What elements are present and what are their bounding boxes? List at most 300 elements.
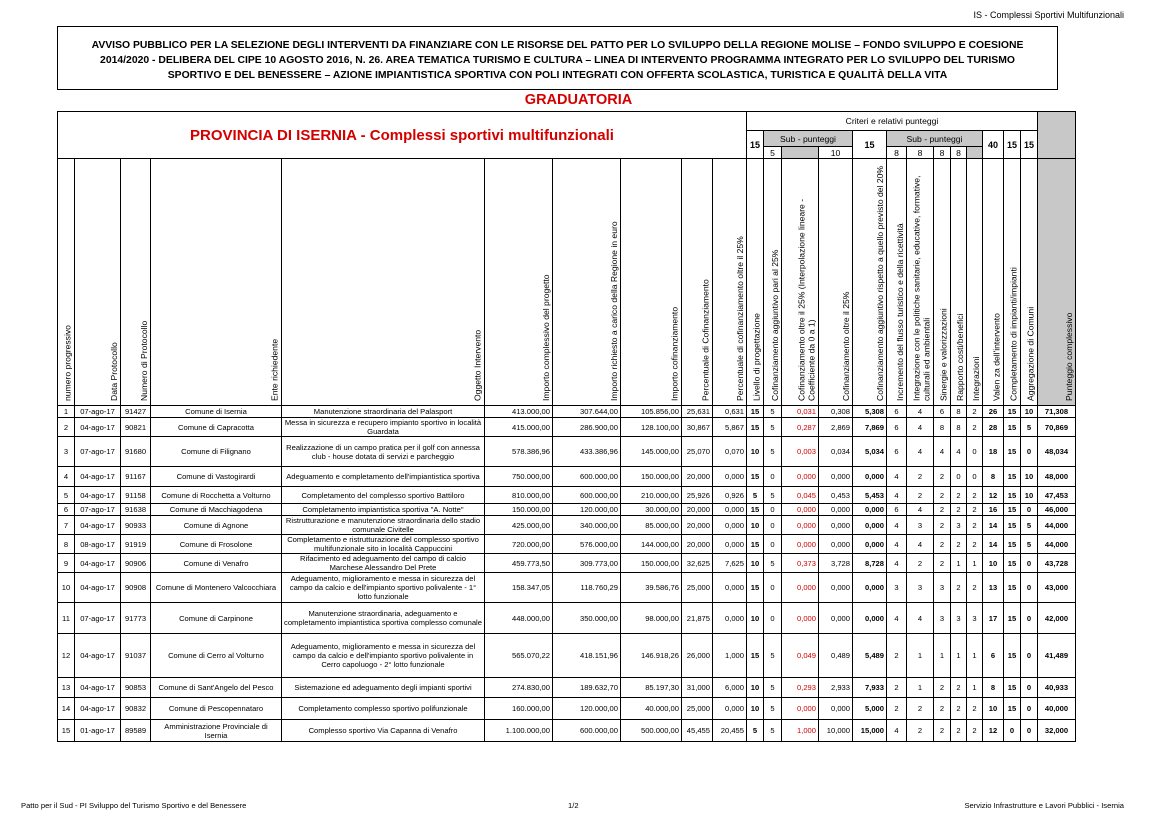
cell-n: 8 [58, 535, 75, 554]
cell-r: 2 [951, 573, 967, 603]
cell-ig: 2 [967, 418, 983, 437]
cell-liv: 10 [747, 698, 764, 720]
max-sub1-b: 10 [819, 147, 853, 159]
column-header [75, 159, 121, 406]
cell-imp: 274.830,00 [485, 678, 553, 698]
cell-liv: 10 [747, 516, 764, 535]
cell-f: 6 [887, 504, 907, 516]
cell-liv: 10 [747, 603, 764, 634]
cell-f: 6 [887, 406, 907, 418]
cell-r: 2 [951, 698, 967, 720]
cell-s: 2 [934, 554, 951, 573]
cell-n: 2 [58, 418, 75, 437]
cell-ig: 0 [967, 437, 983, 467]
cell-s: 6 [934, 406, 951, 418]
cell-interp: 1,000 [782, 720, 819, 742]
cell-interp: 0,045 [782, 487, 819, 504]
cell-n: 3 [58, 437, 75, 467]
cell-data: 04-ago-17 [75, 467, 121, 487]
cell-n: 1 [58, 406, 75, 418]
cell-n: 14 [58, 698, 75, 720]
cell-agg: 10 [1021, 406, 1038, 418]
cell-c20: 5,453 [853, 487, 887, 504]
cell-perc: 20,000 [682, 504, 713, 516]
cell-c_oltre: 0,000 [819, 573, 853, 603]
cell-c_oltre: 0,000 [819, 504, 853, 516]
cell-oggetto: Messa in sicurezza e recupero impianto sportivo in località Guardata [282, 418, 485, 437]
cell-rich: 600.000,00 [553, 487, 621, 504]
cell-n: 7 [58, 516, 75, 535]
cell-c25: 0 [764, 573, 782, 603]
cell-prot: 91037 [121, 634, 151, 678]
cell-perc: 25,631 [682, 406, 713, 418]
cell-c25: 5 [764, 487, 782, 504]
cell-liv: 15 [747, 634, 764, 678]
cell-oggetto: Adeguamento, miglioramento e messa in sicurezza del campo da calcio e dell'impianto sportivo polivalente - 1° lotto funzionale [282, 573, 485, 603]
cell-r: 2 [951, 487, 967, 504]
cell-r: 4 [951, 437, 967, 467]
cell-i: 2 [907, 487, 934, 504]
cell-s: 2 [934, 467, 951, 487]
cell-rich: 189.632,70 [553, 678, 621, 698]
column-header-label: Cofinanziamento aggiuntivo pari al 25% [769, 249, 780, 401]
column-header [485, 159, 553, 406]
column-header [621, 159, 682, 406]
cell-s: 2 [934, 678, 951, 698]
cell-oltre: 0,070 [713, 437, 747, 467]
column-header [1038, 159, 1076, 406]
cell-val: 26 [983, 406, 1004, 418]
cell-imp: 448.000,00 [485, 603, 553, 634]
cell-rich: 120.000,00 [553, 698, 621, 720]
cell-i: 1 [907, 634, 934, 678]
column-header-label: Ente richiedente [269, 338, 280, 401]
cell-perc: 26,000 [682, 634, 713, 678]
cell-imp: 158.347,05 [485, 573, 553, 603]
table-row [58, 603, 1076, 634]
title-line: SPORTIVO E DEL BENESSERE – AZIONE IMPIANTISTICA SPORTIVA CON POLI INTEGRATI CON OFFERTA SCOLASTICA, TURISTICA E QUALITÀ DELLA VITA [167, 70, 948, 81]
cell-oggetto: Adeguamento e completamento dell'impiantistica sportiva [282, 467, 485, 487]
cell-oltre: 0,000 [713, 698, 747, 720]
cell-imp: 150.000,00 [485, 504, 553, 516]
cell-val: 28 [983, 418, 1004, 437]
cell-s: 2 [934, 535, 951, 554]
cell-comp: 15 [1004, 406, 1021, 418]
cell-tot: 41,489 [1038, 634, 1076, 678]
column-header-label: Importo complessivo del progetto [540, 274, 551, 401]
column-header-label: Cofinanziamento aggiuntivo rispetto a quello previsto del 20% [874, 165, 885, 401]
cell-r: 8 [951, 406, 967, 418]
cell-cof: 150.000,00 [621, 467, 682, 487]
column-header-label: Importo cofinanziamento [669, 306, 680, 401]
cell-f: 4 [887, 603, 907, 634]
sub-punteggi-header: Sub - punteggi [764, 131, 853, 147]
cell-val: 8 [983, 678, 1004, 698]
cell-val: 14 [983, 535, 1004, 554]
cell-oggetto: Complesso sportivo Via Capanna di Venafro [282, 720, 485, 742]
cell-i: 2 [907, 720, 934, 742]
cell-tot: 44,000 [1038, 535, 1076, 554]
cell-c20: 15,000 [853, 720, 887, 742]
cell-ig: 2 [967, 720, 983, 742]
cell-comp: 15 [1004, 678, 1021, 698]
cell-c25: 0 [764, 504, 782, 516]
cell-f: 2 [887, 634, 907, 678]
cell-perc: 32,625 [682, 554, 713, 573]
column-header [1021, 159, 1038, 406]
cell-i: 2 [907, 698, 934, 720]
cell-interp: 0,287 [782, 418, 819, 437]
cell-interp: 0,000 [782, 516, 819, 535]
cell-oggetto: Completamento e ristrutturazione del complesso sportivo multifunzionale sito in località Cappuccini [282, 535, 485, 554]
table-row [58, 437, 1076, 467]
cell-prot: 91919 [121, 535, 151, 554]
cell-oltre: 0,000 [713, 504, 747, 516]
cell-c25: 0 [764, 516, 782, 535]
cell-c_oltre: 0,000 [819, 698, 853, 720]
cell-oltre: 0,926 [713, 487, 747, 504]
cell-c20: 0,000 [853, 516, 887, 535]
cell-ente: Comune di Capracotta [151, 418, 282, 437]
column-header-label: Cofinanziamento oltre il 25% [840, 291, 851, 401]
cell-ig: 2 [967, 406, 983, 418]
cell-rich: 309.773,00 [553, 554, 621, 573]
cell-cof: 39.586,76 [621, 573, 682, 603]
cell-r: 2 [951, 678, 967, 698]
cell-data: 08-ago-17 [75, 535, 121, 554]
cell-interp: 0,000 [782, 573, 819, 603]
cell-c25: 5 [764, 698, 782, 720]
cell-ente: Amministrazione Provinciale di Isernia [151, 720, 282, 742]
table-row [58, 634, 1076, 678]
cell-interp: 0,000 [782, 535, 819, 554]
cell-f: 6 [887, 437, 907, 467]
cell-liv: 15 [747, 467, 764, 487]
cell-s: 1 [934, 634, 951, 678]
cell-comp: 15 [1004, 516, 1021, 535]
cell-data: 04-ago-17 [75, 698, 121, 720]
column-header-label: Importo richiesto a carico della Regione in euro [608, 221, 619, 401]
cell-ente: Comune di Sant'Angelo del Pesco [151, 678, 282, 698]
cell-agg: 0 [1021, 437, 1038, 467]
cell-cof: 210.000,00 [621, 487, 682, 504]
column-header-label: Data Protocollo [108, 342, 119, 401]
cell-tot: 48,000 [1038, 467, 1076, 487]
max-valenza: 40 [983, 131, 1004, 159]
cell-perc: 25,000 [682, 573, 713, 603]
cell-f: 2 [887, 678, 907, 698]
cell-data: 07-ago-17 [75, 437, 121, 467]
cell-rich: 600.000,00 [553, 467, 621, 487]
cell-tot: 47,453 [1038, 487, 1076, 504]
cell-prot: 90832 [121, 698, 151, 720]
cell-agg: 0 [1021, 573, 1038, 603]
cell-c20: 0,000 [853, 535, 887, 554]
cell-agg: 5 [1021, 535, 1038, 554]
column-header [713, 159, 747, 406]
cell-imp: 720.000,00 [485, 535, 553, 554]
cell-tot: 70,869 [1038, 418, 1076, 437]
cell-oggetto: Manutenzione straordinaria del Palasport [282, 406, 485, 418]
cell-comp: 15 [1004, 634, 1021, 678]
cell-oltre: 0,000 [713, 467, 747, 487]
cell-c20: 0,000 [853, 504, 887, 516]
cell-ig: 1 [967, 554, 983, 573]
table-row [58, 467, 1076, 487]
cell-oltre: 6,000 [713, 678, 747, 698]
cell-tot: 42,000 [1038, 603, 1076, 634]
max-completamento: 15 [1004, 131, 1021, 159]
cell-c20: 0,000 [853, 603, 887, 634]
cell-i: 3 [907, 573, 934, 603]
column-header [764, 159, 782, 406]
column-header [121, 159, 151, 406]
cell-val: 12 [983, 487, 1004, 504]
cell-data: 04-ago-17 [75, 554, 121, 573]
cell-data: 04-ago-17 [75, 678, 121, 698]
cell-oltre: 0,000 [713, 535, 747, 554]
cell-data: 04-ago-17 [75, 487, 121, 504]
cell-perc: 25,000 [682, 698, 713, 720]
cell-c_oltre: 0,308 [819, 406, 853, 418]
cell-perc: 45,455 [682, 720, 713, 742]
cell-perc: 21,875 [682, 603, 713, 634]
cell-ig: 2 [967, 487, 983, 504]
cell-perc: 25,070 [682, 437, 713, 467]
table-row [58, 487, 1076, 504]
cell-ente: Comune di Macchiagodena [151, 504, 282, 516]
cell-comp: 15 [1004, 573, 1021, 603]
cell-s: 3 [934, 603, 951, 634]
cell-cof: 500.000,00 [621, 720, 682, 742]
cell-i: 1 [907, 678, 934, 698]
cell-c_oltre: 0,000 [819, 603, 853, 634]
cell-n: 9 [58, 554, 75, 573]
cell-cof: 85.000,00 [621, 516, 682, 535]
cell-tot: 40,000 [1038, 698, 1076, 720]
cell-c25: 5 [764, 634, 782, 678]
column-header-label: Valen za dell'intervento [991, 313, 1002, 401]
cell-cof: 105.856,00 [621, 406, 682, 418]
cell-interp: 0,003 [782, 437, 819, 467]
cell-ig: 0 [967, 467, 983, 487]
cell-imp: 750.000,00 [485, 467, 553, 487]
cell-data: 07-ago-17 [75, 504, 121, 516]
cell-c_oltre: 2,933 [819, 678, 853, 698]
cell-interp: 0,293 [782, 678, 819, 698]
cell-c_oltre: 0,000 [819, 516, 853, 535]
cell-ente: Comune di Frosolone [151, 535, 282, 554]
cell-interp: 0,373 [782, 554, 819, 573]
cell-oltre: 5,867 [713, 418, 747, 437]
max-livello: 15 [747, 131, 764, 159]
table-row [58, 573, 1076, 603]
cell-ente: Comune di Carpinone [151, 603, 282, 634]
cell-i: 2 [907, 467, 934, 487]
column-header [1004, 159, 1021, 406]
cell-comp: 15 [1004, 418, 1021, 437]
cell-f: 2 [887, 698, 907, 720]
cell-oggetto: Realizzazione di un campo pratica per il golf con annessa club - house dotata di servizi e parcheggio [282, 437, 485, 467]
cell-oltre: 0,000 [713, 573, 747, 603]
cell-data: 04-ago-17 [75, 418, 121, 437]
max-sub2-a: 8 [887, 147, 907, 159]
cell-imp: 413.000,00 [485, 406, 553, 418]
cell-i: 4 [907, 535, 934, 554]
column-header-label: Integrazioni [970, 356, 981, 401]
cell-c_oltre: 0,000 [819, 535, 853, 554]
cell-c20: 0,000 [853, 467, 887, 487]
column-header-label: Cofinanziamento oltre il 25% (Interpolazione lineare - Coefficiente da 0 a 1) [796, 198, 817, 401]
cell-agg: 0 [1021, 504, 1038, 516]
cell-ig: 1 [967, 634, 983, 678]
cell-n: 12 [58, 634, 75, 678]
cell-f: 4 [887, 516, 907, 535]
sub-gray-cell [967, 147, 983, 159]
cell-ig: 2 [967, 698, 983, 720]
cell-val: 18 [983, 437, 1004, 467]
cell-imp: 578.386,96 [485, 437, 553, 467]
cell-s: 2 [934, 516, 951, 535]
title-line: AVVISO PUBBLICO PER LA SELEZIONE DEGLI INTERVENTI DA FINANZIARE CON LE RISORSE DEL PATTO PER LO SVILUPPO DELLA REGIONE MOLISE – FONDO SVILUPPO E COESIONE [91, 40, 1024, 51]
cell-r: 2 [951, 720, 967, 742]
cell-perc: 20,000 [682, 516, 713, 535]
cell-agg: 0 [1021, 720, 1038, 742]
cell-agg: 0 [1021, 603, 1038, 634]
cell-data: 04-ago-17 [75, 516, 121, 535]
cell-rich: 307.644,00 [553, 406, 621, 418]
cell-c25: 5 [764, 418, 782, 437]
cell-val: 17 [983, 603, 1004, 634]
cell-c20: 8,728 [853, 554, 887, 573]
column-header [58, 159, 75, 406]
page-header: IS - Complessi Sportivi Multifunzionali [973, 10, 1124, 20]
cell-n: 10 [58, 573, 75, 603]
cell-r: 3 [951, 516, 967, 535]
cell-comp: 15 [1004, 437, 1021, 467]
cell-ig: 2 [967, 535, 983, 554]
cell-c_oltre: 3,728 [819, 554, 853, 573]
cell-n: 11 [58, 603, 75, 634]
column-header [553, 159, 621, 406]
cell-prot: 90908 [121, 573, 151, 603]
cell-oltre: 7,625 [713, 554, 747, 573]
cell-liv: 5 [747, 487, 764, 504]
cell-f: 4 [887, 535, 907, 554]
cell-ente: Comune di Isernia [151, 406, 282, 418]
column-header-label: Percentuale di Cofinanziamento [700, 279, 711, 401]
cell-liv: 15 [747, 418, 764, 437]
cell-ente: Comune di Montenero Valcocchiara [151, 573, 282, 603]
cell-oggetto: Completamento del complesso sportivo Battiloro [282, 487, 485, 504]
cell-c_oltre: 10,000 [819, 720, 853, 742]
cell-agg: 10 [1021, 467, 1038, 487]
max-sub2-d: 8 [951, 147, 967, 159]
cell-interp: 0,000 [782, 504, 819, 516]
cell-ig: 2 [967, 573, 983, 603]
cell-c25: 0 [764, 535, 782, 554]
table-row [58, 406, 1076, 418]
cell-prot: 91680 [121, 437, 151, 467]
cell-agg: 0 [1021, 634, 1038, 678]
column-header [887, 159, 907, 406]
cell-tot: 40,933 [1038, 678, 1076, 698]
footer-left: Patto per il Sud - PI Sviluppo del Turismo Sportivo e del Benessere [21, 801, 247, 810]
cell-c20: 5,000 [853, 698, 887, 720]
notice-title [57, 26, 1058, 90]
cell-n: 4 [58, 467, 75, 487]
cell-ig: 2 [967, 504, 983, 516]
cell-c_oltre: 2,869 [819, 418, 853, 437]
column-header [819, 159, 853, 406]
cell-data: 07-ago-17 [75, 603, 121, 634]
cell-f: 4 [887, 554, 907, 573]
column-header [782, 159, 819, 406]
cell-comp: 15 [1004, 554, 1021, 573]
cell-agg: 0 [1021, 678, 1038, 698]
cell-i: 3 [907, 516, 934, 535]
cell-tot: 43,728 [1038, 554, 1076, 573]
cell-rich: 418.151,96 [553, 634, 621, 678]
cell-val: 16 [983, 504, 1004, 516]
table-row [58, 698, 1076, 720]
cell-rich: 433.386,96 [553, 437, 621, 467]
cell-tot: 43,000 [1038, 573, 1076, 603]
cell-prot: 89589 [121, 720, 151, 742]
cell-imp: 415.000,00 [485, 418, 553, 437]
cell-i: 4 [907, 418, 934, 437]
cell-s: 8 [934, 418, 951, 437]
cell-oggetto: Rifacimento ed adeguamento del campo di calcio Marchese Alessandro Del Prete [282, 554, 485, 573]
cell-comp: 15 [1004, 535, 1021, 554]
cell-perc: 20,000 [682, 467, 713, 487]
column-header [907, 159, 934, 406]
column-header [951, 159, 967, 406]
table-row [58, 678, 1076, 698]
cell-data: 04-ago-17 [75, 573, 121, 603]
cell-tot: 48,034 [1038, 437, 1076, 467]
cell-val: 12 [983, 720, 1004, 742]
table-row [58, 516, 1076, 535]
cell-f: 4 [887, 467, 907, 487]
cell-comp: 15 [1004, 467, 1021, 487]
cell-prot: 91158 [121, 487, 151, 504]
cell-prot: 90906 [121, 554, 151, 573]
cell-oltre: 20,455 [713, 720, 747, 742]
cell-tot: 32,000 [1038, 720, 1076, 742]
cell-cof: 85.197,30 [621, 678, 682, 698]
cell-prot: 90821 [121, 418, 151, 437]
cell-c25: 5 [764, 406, 782, 418]
cell-ente: Comune di Filignano [151, 437, 282, 467]
cell-comp: 15 [1004, 487, 1021, 504]
cell-c_oltre: 0,489 [819, 634, 853, 678]
cell-c20: 7,933 [853, 678, 887, 698]
cell-r: 2 [951, 504, 967, 516]
cell-rich: 350.000,00 [553, 603, 621, 634]
ranking-table [57, 111, 1076, 742]
cell-s: 2 [934, 720, 951, 742]
cell-c25: 5 [764, 720, 782, 742]
max-sub2-b: 8 [907, 147, 934, 159]
cell-i: 4 [907, 504, 934, 516]
cell-rich: 576.000,00 [553, 535, 621, 554]
cell-rich: 120.000,00 [553, 504, 621, 516]
cell-val: 10 [983, 554, 1004, 573]
column-header-label: numero progressivo [62, 325, 73, 401]
cell-cof: 146.918,26 [621, 634, 682, 678]
cell-agg: 0 [1021, 698, 1038, 720]
